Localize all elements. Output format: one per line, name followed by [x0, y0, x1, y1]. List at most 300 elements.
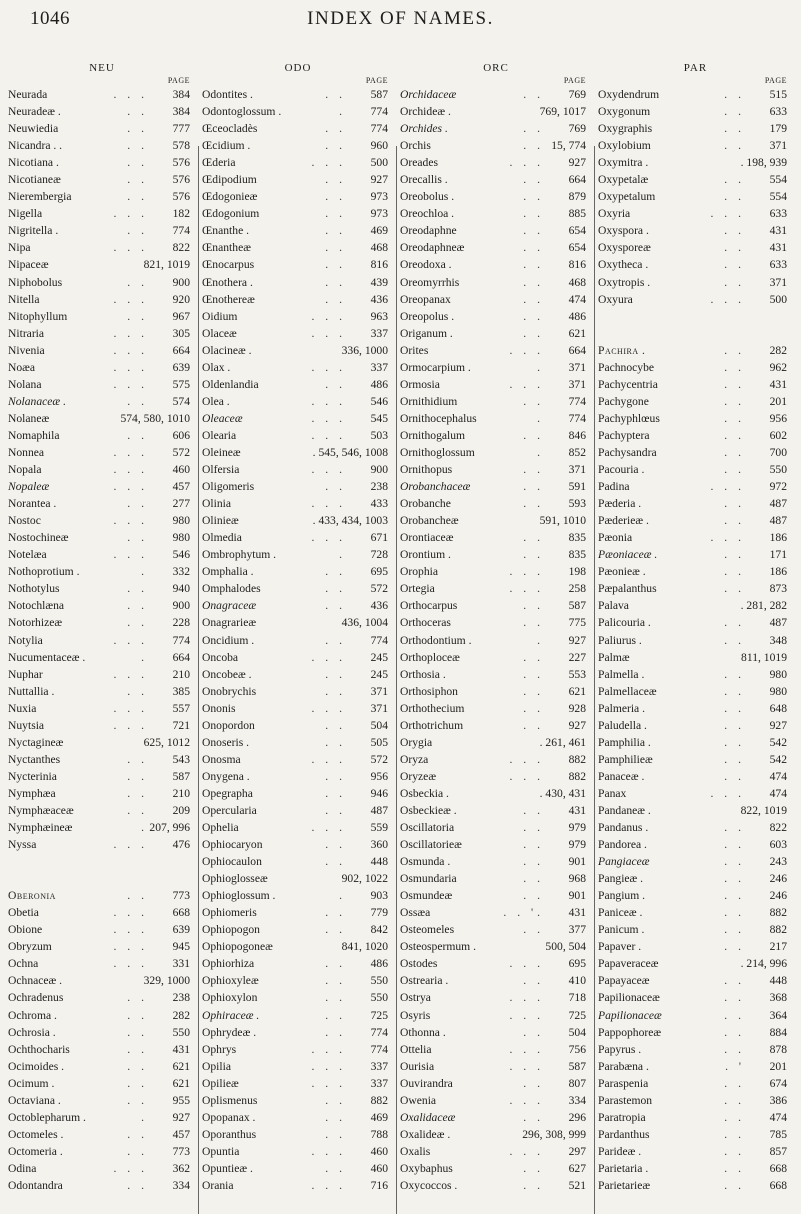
entry-pages: 968: [568, 872, 586, 886]
leader-dots: . .: [724, 684, 745, 698]
index-entry: [400, 921, 592, 938]
entry-pages: 217: [769, 940, 787, 954]
entry-pages: 186: [769, 531, 787, 545]
entry-pages: 500: [370, 156, 388, 170]
index-entry: [598, 444, 793, 461]
entry-term: Nigritella .: [8, 224, 59, 238]
entry-term: Osmunda .: [400, 855, 451, 869]
entry-term: Oryzeæ: [400, 769, 437, 783]
entry-term: Ochroma .: [8, 1008, 57, 1022]
entry-term: Oxylobium: [598, 139, 651, 153]
entry-term: Odontites .: [202, 88, 253, 101]
index-entry: [8, 921, 196, 938]
entry-pages: 243: [769, 855, 787, 869]
index-entry: [202, 717, 394, 734]
entry-term: Nucumentaceæ .: [8, 650, 86, 664]
index-entry: [202, 802, 394, 819]
entry-term: Oxyspora .: [598, 224, 649, 238]
entry-pages: 545: [370, 411, 388, 425]
entry-pages: 721: [172, 718, 190, 732]
entry-pages: 664: [568, 173, 586, 187]
entry-pages: 431: [568, 803, 586, 817]
leader-dots: . .: [523, 428, 544, 442]
entry-pages: 277: [172, 497, 190, 511]
entry-pages: 927: [370, 173, 388, 187]
entry-term: Oplismenus: [202, 1093, 258, 1107]
entry-pages: 621: [172, 1076, 190, 1090]
index-entry: [8, 171, 196, 188]
entry-term: Pæonieæ .: [598, 565, 646, 579]
entry-term: Orchidaceæ: [400, 88, 457, 101]
index-entry: [400, 1126, 592, 1143]
entry-pages: 774: [370, 105, 388, 119]
entry-pages: 654: [568, 241, 586, 255]
leader-dots: . . .: [710, 207, 745, 221]
entry-term: Opuntieæ .: [202, 1161, 253, 1175]
entry-term: Oreochloa .: [400, 207, 455, 221]
leader-dots: . .: [325, 258, 346, 272]
entry-term: Neuradeæ .: [8, 105, 61, 119]
index-entry: [598, 836, 793, 853]
entry-pages: 469: [370, 224, 388, 238]
entry-term: Nipaceæ: [8, 258, 49, 272]
index-entry: [598, 1143, 793, 1160]
entry-pages: 603: [769, 838, 787, 852]
index-entry: [8, 1143, 196, 1160]
entry-pages: 550: [370, 974, 388, 988]
entry-term: Ornithoglossum: [400, 445, 475, 459]
leader-dots: . .: [523, 292, 544, 306]
entry-pages: 927: [769, 718, 787, 732]
entry-term: Oxytropis .: [598, 275, 651, 289]
leader-dots: . .: [523, 173, 544, 187]
leader-dots: . . .: [710, 531, 745, 545]
entry-term: Orthosia .: [400, 667, 446, 681]
index-column-par: [598, 62, 793, 1192]
index-entry: [598, 785, 793, 802]
leader-dots: . .: [523, 855, 544, 869]
entry-term: Ochrosia .: [8, 1025, 56, 1039]
leader-dots: . .: [724, 241, 745, 255]
entry-pages: 882: [769, 923, 787, 937]
index-entry: [8, 1024, 196, 1041]
entry-term: Oreodaphneæ: [400, 241, 465, 255]
index-entry: [8, 785, 196, 802]
entry-pages: 695: [370, 565, 388, 579]
entry-pages: 386: [769, 1093, 787, 1107]
index-entry: [202, 836, 394, 853]
index-entry: [202, 1007, 394, 1024]
entry-pages: 410: [568, 974, 586, 988]
leader-dots: . .: [724, 821, 745, 835]
entry-term: Papilionaceæ: [598, 1008, 662, 1022]
entry-pages: 879: [568, 190, 586, 204]
index-entry: [598, 819, 793, 836]
index-entry: [8, 700, 196, 717]
leader-dots: . .: [127, 1093, 148, 1107]
leader-dots: . .: [523, 701, 544, 715]
entry-term: Orontium .: [400, 548, 451, 562]
entry-term: Ophiorhiza: [202, 957, 255, 971]
entry-pages: 882: [568, 752, 586, 766]
entry-term: Ophioxylon: [202, 991, 258, 1005]
entry-pages: 486: [568, 309, 586, 323]
index-entry: [598, 938, 793, 955]
entry-term: Ortegia: [400, 582, 435, 596]
leader-dots: . .: [724, 122, 745, 136]
entry-pages: 329, 1000: [143, 974, 190, 988]
leader-dots: . .: [127, 394, 148, 408]
leader-dots: . . .: [311, 650, 346, 664]
column-head: PAR: [683, 62, 708, 74]
index-entry: [400, 410, 592, 427]
entry-pages: 777: [172, 122, 190, 136]
entry-term: Obione: [8, 923, 43, 937]
entry-term: Ourisia: [400, 1059, 435, 1073]
entry-pages: 769: [568, 122, 586, 136]
entry-pages: 296, 308, 999: [522, 1127, 586, 1141]
entry-pages: 487: [370, 803, 388, 817]
column-head: NEU: [89, 62, 115, 74]
entry-term: Œnocarpus: [202, 258, 255, 272]
entry-term: Oxybaphus: [400, 1161, 453, 1175]
index-entry: [598, 1177, 793, 1194]
index-entry: [8, 1177, 196, 1194]
leader-dots: . .: [325, 1127, 346, 1141]
entry-term: Palmeria .: [598, 701, 646, 715]
entry-pages: 337: [370, 326, 388, 340]
index-entry: [202, 751, 394, 768]
leader-dots: . .: [325, 838, 346, 852]
entry-pages: . 433, 434, 1003: [312, 514, 388, 528]
entry-term: Onagrarieæ: [202, 616, 257, 630]
entry-pages: 593: [568, 497, 586, 511]
leader-dots: . . .: [113, 463, 148, 477]
entry-term: Paraspenia: [598, 1076, 649, 1090]
leader-dots: . .: [127, 1025, 148, 1039]
leader-dots: . .: [127, 531, 148, 545]
leader-dots: . . .: [311, 156, 346, 170]
entry-term: Pæderieæ .: [598, 514, 649, 528]
entry-pages: 371: [568, 360, 586, 374]
index-entry: [8, 802, 196, 819]
entry-term: Ottelia: [400, 1042, 432, 1056]
entry-pages: 500: [769, 292, 787, 306]
index-entry: [400, 751, 592, 768]
entry-pages: 457: [172, 1127, 190, 1141]
entry-pages: 885: [568, 207, 586, 221]
leader-dots: . .: [127, 105, 148, 119]
entry-pages: 574: [172, 394, 190, 408]
entry-term: Onopordon: [202, 718, 255, 732]
entry-pages: 873: [769, 582, 787, 596]
index-entry: [400, 546, 592, 563]
leader-dots: . .: [523, 139, 544, 153]
entry-pages: 807: [568, 1076, 586, 1090]
leader-dots: . .: [523, 122, 544, 136]
leader-dots: . .: [325, 906, 346, 920]
leader-dots: . .: [724, 872, 745, 886]
leader-dots: . .: [127, 139, 148, 153]
index-entry: [400, 495, 592, 512]
index-entry: [400, 649, 592, 666]
leader-dots: . .: [724, 1008, 745, 1022]
index-entry: [598, 461, 793, 478]
entry-pages: 774: [370, 633, 388, 647]
index-entry: [202, 785, 394, 802]
entry-pages: 448: [769, 974, 787, 988]
entry-term: Oberonia: [8, 889, 56, 903]
leader-dots: . .: [127, 1144, 148, 1158]
entry-pages: 332: [172, 565, 190, 579]
entry-pages: 621: [172, 1059, 190, 1073]
entry-pages: 238: [370, 480, 388, 494]
entry-term: Notochlæna: [8, 599, 65, 613]
entry-term: Nymphæineæ: [8, 821, 73, 835]
index-entry: [202, 86, 394, 103]
index-entry: [202, 512, 394, 529]
entry-term: Oncoba: [202, 650, 239, 664]
leader-dots: . .: [127, 1127, 148, 1141]
index-entry: [202, 921, 394, 938]
index-entry: [202, 870, 394, 887]
entry-pages: 920: [172, 292, 190, 306]
entry-pages: 337: [370, 1059, 388, 1073]
leader-dots: .: [537, 633, 544, 647]
entry-term: Nivenia: [8, 343, 45, 357]
index-entry: [400, 205, 592, 222]
index-entry: [202, 1075, 394, 1092]
index-entry: [598, 1126, 793, 1143]
entry-term: Pamphilia .: [598, 735, 651, 749]
entry-term: Orthodontium .: [400, 633, 472, 647]
leader-dots: . .: [523, 497, 544, 511]
entry-pages: 774: [568, 411, 586, 425]
index-entry: [598, 546, 793, 563]
entry-pages: 716: [370, 1179, 388, 1192]
index-entry: [400, 802, 592, 819]
entry-term: Ornithogalum: [400, 428, 466, 442]
entry-term: Orthosiphon: [400, 684, 458, 698]
entry-term: Opilia: [202, 1059, 231, 1073]
entry-term: Papaver .: [598, 940, 642, 954]
index-entry: [202, 972, 394, 989]
leader-dots: . . .: [509, 343, 544, 357]
index-columns: [0, 62, 801, 1192]
entry-term: Ochradenus: [8, 991, 64, 1005]
entry-pages: 842: [370, 923, 388, 937]
index-entry: [202, 1143, 394, 1160]
entry-pages: 364: [769, 1008, 787, 1022]
entry-term: Pachyphlœus: [598, 411, 660, 425]
entry-pages: 371: [769, 139, 787, 153]
entry-pages: 431: [769, 377, 787, 391]
entry-pages: 371: [769, 275, 787, 289]
leader-dots: . .: [523, 258, 544, 272]
entry-term: Ophelia: [202, 821, 239, 835]
section-gap: [598, 325, 793, 342]
index-entry: [598, 1160, 793, 1177]
index-entry: [8, 86, 196, 103]
entry-pages: 500, 504: [545, 940, 586, 954]
entry-term: Nicotiana .: [8, 156, 59, 170]
entry-list: [8, 86, 196, 1194]
leader-dots: . .: [127, 173, 148, 187]
entry-term: Odina: [8, 1161, 37, 1175]
index-entry: [598, 239, 793, 256]
index-entry: [8, 410, 196, 427]
leader-dots: .: [141, 1110, 148, 1124]
entry-term: Pardanthus: [598, 1127, 650, 1141]
index-entry: [8, 955, 196, 972]
leader-dots: . .: [724, 923, 745, 937]
entry-term: Oncidium .: [202, 633, 255, 647]
leader-dots: . .: [724, 855, 745, 869]
entry-term: Pachnocybe: [598, 360, 655, 374]
index-entry: [400, 86, 592, 103]
entry-pages: 542: [769, 752, 787, 766]
entry-pages: 946: [370, 786, 388, 800]
leader-dots: . . .: [113, 718, 148, 732]
entry-pages: 546: [370, 394, 388, 408]
entry-term: Oreobolus .: [400, 190, 455, 204]
entry-term: Oscillatorieæ: [400, 838, 462, 852]
index-entry: [400, 666, 592, 683]
entry-term: Origanum .: [400, 326, 453, 340]
index-entry: [400, 597, 592, 614]
entry-pages: 331: [172, 957, 190, 971]
index-entry: [598, 154, 793, 171]
entry-pages: 785: [769, 1127, 787, 1141]
index-entry: [400, 342, 592, 359]
entry-pages: 835: [568, 548, 586, 562]
entry-pages: 664: [568, 343, 586, 357]
entry-pages: 900: [172, 599, 190, 613]
entry-list: [598, 86, 793, 1194]
entry-term: Pacouria .: [598, 463, 645, 477]
entry-term: Omphalia .: [202, 565, 254, 579]
page-label: PAGE: [563, 76, 586, 85]
leader-dots: . .: [127, 684, 148, 698]
leader-dots: . .: [724, 105, 745, 119]
entry-term: Oreopolus .: [400, 309, 455, 323]
leader-dots: . . .: [113, 480, 148, 494]
entry-pages: 621: [568, 326, 586, 340]
entry-pages: 835: [568, 531, 586, 545]
entry-term: Nicandra . .: [8, 139, 63, 153]
entry-pages: 487: [769, 514, 787, 528]
entry-pages: 431: [769, 241, 787, 255]
entry-term: Parastemon: [598, 1093, 653, 1107]
leader-dots: . . .: [311, 428, 346, 442]
entry-pages: 436, 1004: [341, 616, 388, 630]
entry-pages: 774: [370, 1025, 388, 1039]
entry-pages: 695: [568, 957, 586, 971]
leader-dots: . .: [724, 991, 745, 1005]
entry-term: Oreodaphne: [400, 224, 457, 238]
index-entry: [8, 1058, 196, 1075]
entry-term: Papilionaceæ: [598, 991, 660, 1005]
index-entry: [598, 256, 793, 273]
entry-term: Œnothera .: [202, 275, 253, 289]
index-entry: [598, 512, 793, 529]
index-entry: [598, 955, 793, 972]
entry-term: Onoseris .: [202, 735, 250, 749]
entry-pages: 882: [769, 906, 787, 920]
leader-dots: . . .: [311, 497, 346, 511]
leader-dots: . .: [127, 889, 148, 903]
index-entry: [598, 342, 793, 359]
entry-pages: 474: [769, 1110, 787, 1124]
entry-term: Ombrophytum .: [202, 548, 277, 562]
entry-pages: 457: [172, 480, 190, 494]
index-entry: [598, 495, 793, 512]
leader-dots: . .: [523, 838, 544, 852]
leader-dots: . . .: [509, 991, 544, 1005]
entry-term: Nothotylus: [8, 582, 60, 596]
entry-pages: 587: [568, 1059, 586, 1073]
index-entry: [8, 580, 196, 597]
index-entry: [598, 580, 793, 597]
entry-pages: 474: [568, 292, 586, 306]
index-entry: [202, 904, 394, 921]
index-entry: [8, 205, 196, 222]
index-entry: [202, 1041, 394, 1058]
entry-term: Onagraceæ: [202, 599, 257, 613]
entry-term: Owenia: [400, 1093, 437, 1107]
index-entry: [400, 393, 592, 410]
index-entry: [400, 444, 592, 461]
entry-term: Orthoploceæ: [400, 650, 460, 664]
entry-term: Ossæa: [400, 906, 431, 920]
leader-dots: . . .: [113, 241, 148, 255]
index-entry: [8, 666, 196, 683]
entry-term: Osbeckia .: [400, 786, 449, 800]
entry-pages: 207, 996: [149, 821, 190, 835]
leader-dots: . . .: [113, 667, 148, 681]
leader-dots: . . .: [311, 411, 346, 425]
entry-pages: 368: [769, 991, 787, 1005]
index-entry: [598, 120, 793, 137]
entry-pages: 774: [172, 224, 190, 238]
leader-dots: . .: [127, 769, 148, 783]
entry-pages: 210: [172, 786, 190, 800]
leader-dots: .: [339, 889, 346, 903]
index-entry: [400, 734, 592, 751]
index-entry: [202, 887, 394, 904]
index-entry: [202, 938, 394, 955]
leader-dots: . . .: [311, 1059, 346, 1073]
index-entry: [8, 734, 196, 751]
leader-dots: . .: [523, 548, 544, 562]
index-entry: [8, 938, 196, 955]
entry-term: Ochna: [8, 957, 39, 971]
index-entry: [202, 291, 394, 308]
entry-pages: 371: [370, 701, 388, 715]
entry-pages: 228: [172, 616, 190, 630]
entry-term: Osbeckieæ .: [400, 803, 457, 817]
entry-term: Olearia: [202, 428, 237, 442]
index-entry: [8, 819, 196, 836]
entry-pages: 822: [769, 821, 787, 835]
entry-pages: 648: [769, 701, 787, 715]
entry-pages: 245: [370, 650, 388, 664]
leader-dots: . .: [127, 582, 148, 596]
entry-pages: 587: [370, 88, 388, 101]
section-gap: [8, 870, 196, 887]
entry-term: Ornithopus: [400, 463, 453, 477]
index-entry: [598, 700, 793, 717]
